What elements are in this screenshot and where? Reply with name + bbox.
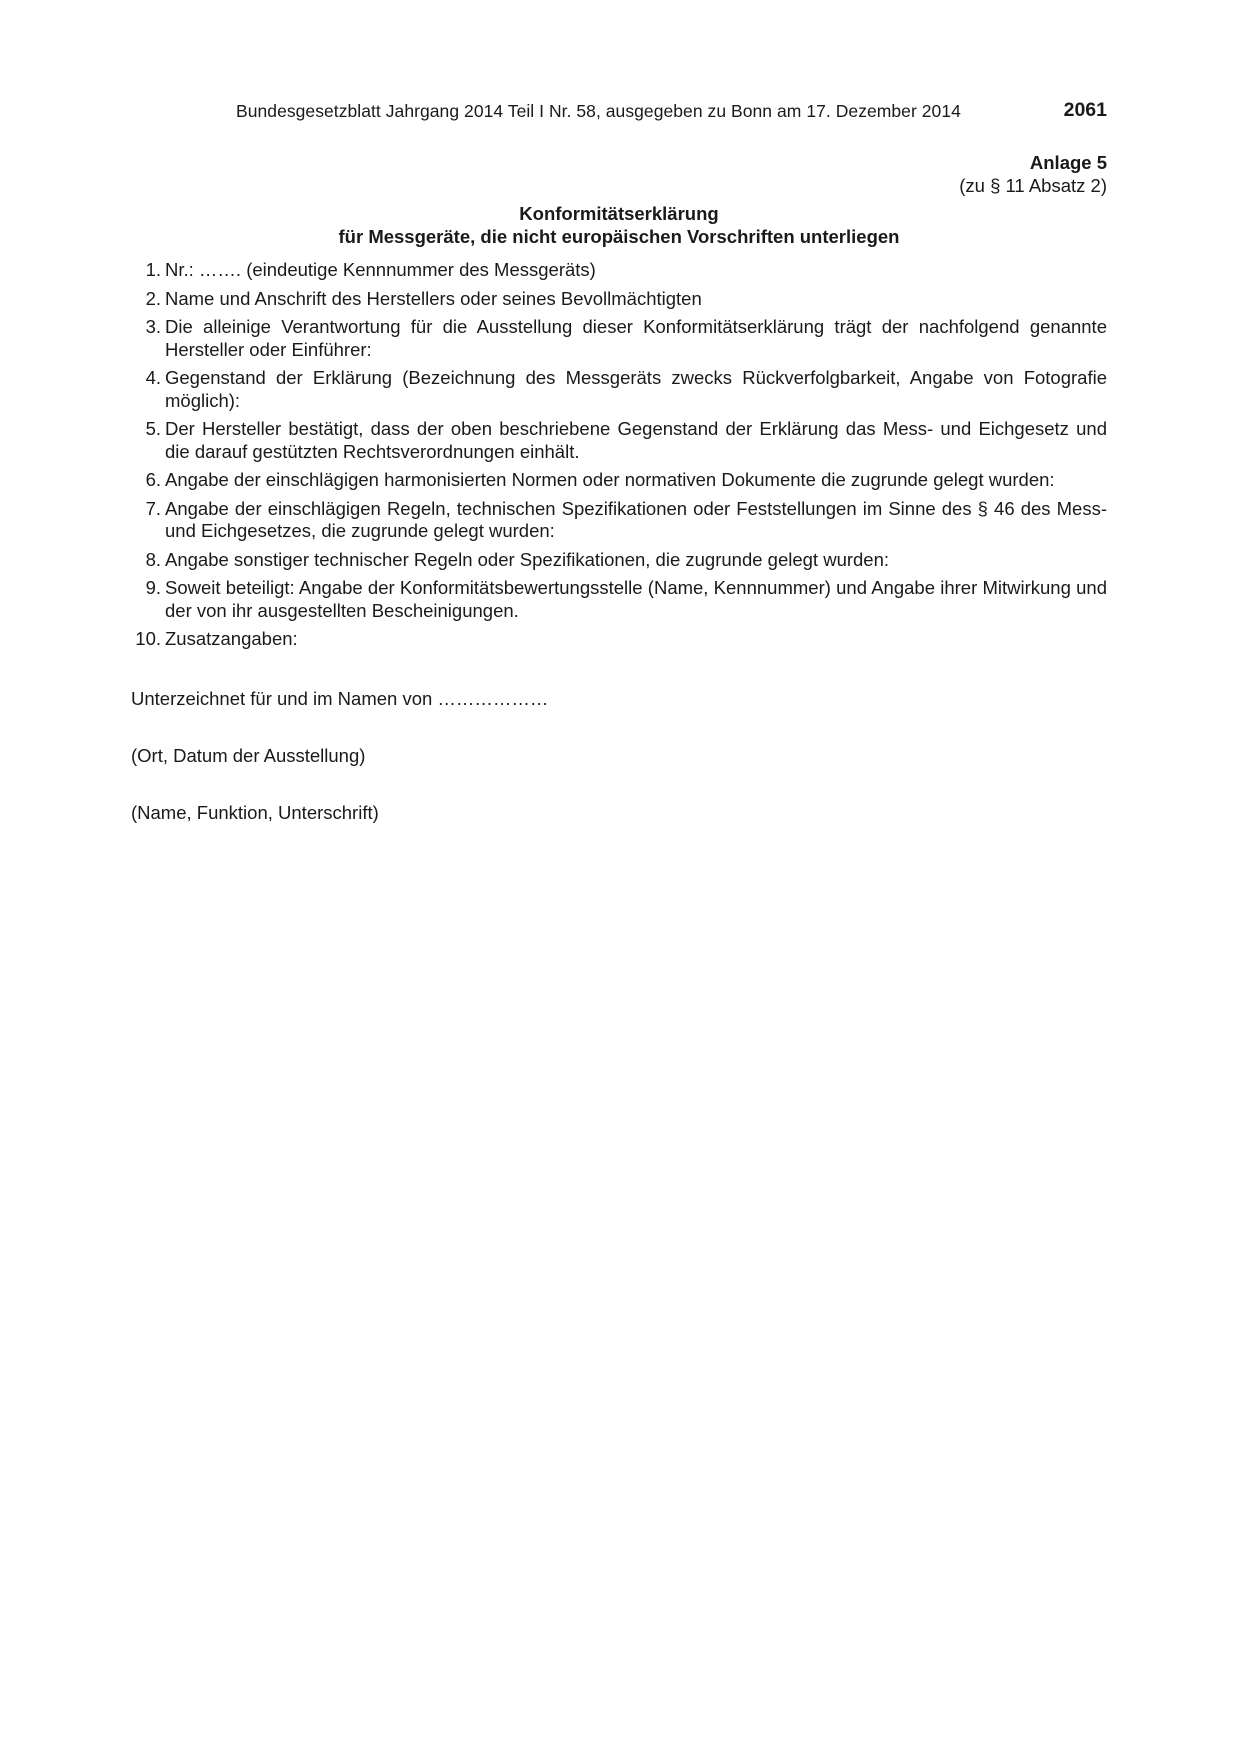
list-item-number: 9. — [145, 577, 161, 598]
document-title-line-2: für Messgeräte, die nicht europäischen Vorschriften unterliegen — [338, 226, 900, 247]
list-item — [131, 628, 1107, 651]
list-item-number: 8. — [145, 548, 161, 570]
name-function-signature-line: (Name, Funktion, Unterschrift) — [131, 802, 379, 823]
list-item — [131, 577, 1107, 622]
list-item — [131, 549, 1107, 572]
list-item-text: Die alleinige Verantwortung für die Ausstellung dieser Konformitätserklärung trägt der nachfolgend genannte Hersteller oder Einführer: — [165, 316, 1107, 360]
list-item-text: Zusatzangaben: — [165, 628, 298, 649]
list-item-text: Angabe sonstiger technischer Regeln oder Spezifikationen, die zugrunde gelegt wurden: — [165, 548, 890, 570]
annex-title: Anlage 5 — [1029, 152, 1107, 173]
page-header — [236, 99, 1107, 125]
annex-heading — [959, 151, 1107, 197]
annex-reference: (zu § 11 Absatz 2) — [959, 175, 1107, 196]
list-item-number: 5. — [145, 418, 161, 439]
list-item-text: Gegenstand der Erklärung (Bezeichnung des Messgeräts zwecks Rückverfolgbarkeit, Angabe von Fotografie möglich): — [165, 367, 1107, 411]
list-item-text: Soweit beteiligt: Angabe der Konformitätsbewertungsstelle (Name, Kennnummer) und Angabe ihrer Mitwirkung und der von ihr ausgestellten Bescheinigungen. — [165, 577, 1107, 621]
list-item-number: 6. — [145, 469, 161, 490]
list-item-number: 7. — [145, 497, 161, 519]
journal-citation: Bundesgesetzblatt Jahrgang 2014 Teil I Nr. 58, ausgegeben zu Bonn am 17. Dezember 2014 — [236, 101, 961, 121]
list-item-number: 1. — [145, 259, 161, 280]
list-item-text: Angabe der einschlägigen Regeln, technischen Spezifikationen oder Feststellungen im Sinne des § 46 des Mess- und Eichgesetzes, die zugrunde gelegt wurden: — [165, 497, 1107, 541]
list-item — [131, 259, 1107, 282]
declaration-items-list — [131, 259, 1107, 657]
list-item-number: 3. — [145, 316, 161, 337]
place-date-line: (Ort, Datum der Ausstellung) — [131, 745, 366, 766]
list-item-number: 4. — [145, 367, 161, 388]
list-item — [131, 316, 1107, 361]
list-item — [131, 498, 1107, 543]
list-item-text: Angabe der einschlägigen harmonisierten Normen oder normativen Dokumente die zugrunde gelegt wurden: — [165, 469, 1055, 490]
list-item-text: Name und Anschrift des Herstellers oder seines Bevollmächtigten — [165, 287, 702, 309]
document-title-line-1: Konformitätserklärung — [519, 203, 719, 224]
list-item — [131, 469, 1107, 492]
list-item-number: 10. — [135, 628, 161, 649]
list-item — [131, 367, 1107, 412]
signed-for-line: Unterzeichnet für und im Namen von ……………… — [131, 688, 549, 709]
list-item-number: 2. — [145, 287, 161, 309]
list-item — [131, 418, 1107, 463]
page-number: 2061 — [1063, 99, 1107, 121]
list-item-text: Der Hersteller bestätigt, dass der oben beschriebene Gegenstand der Erklärung das Mess- und Eichgesetz und die darauf gestützten Rechtsverordnungen einhält. — [165, 418, 1107, 462]
document-title — [131, 202, 1107, 248]
list-item-text: Nr.: ……. (eindeutige Kennnummer des Messgeräts) — [165, 259, 596, 280]
list-item — [131, 288, 1107, 311]
